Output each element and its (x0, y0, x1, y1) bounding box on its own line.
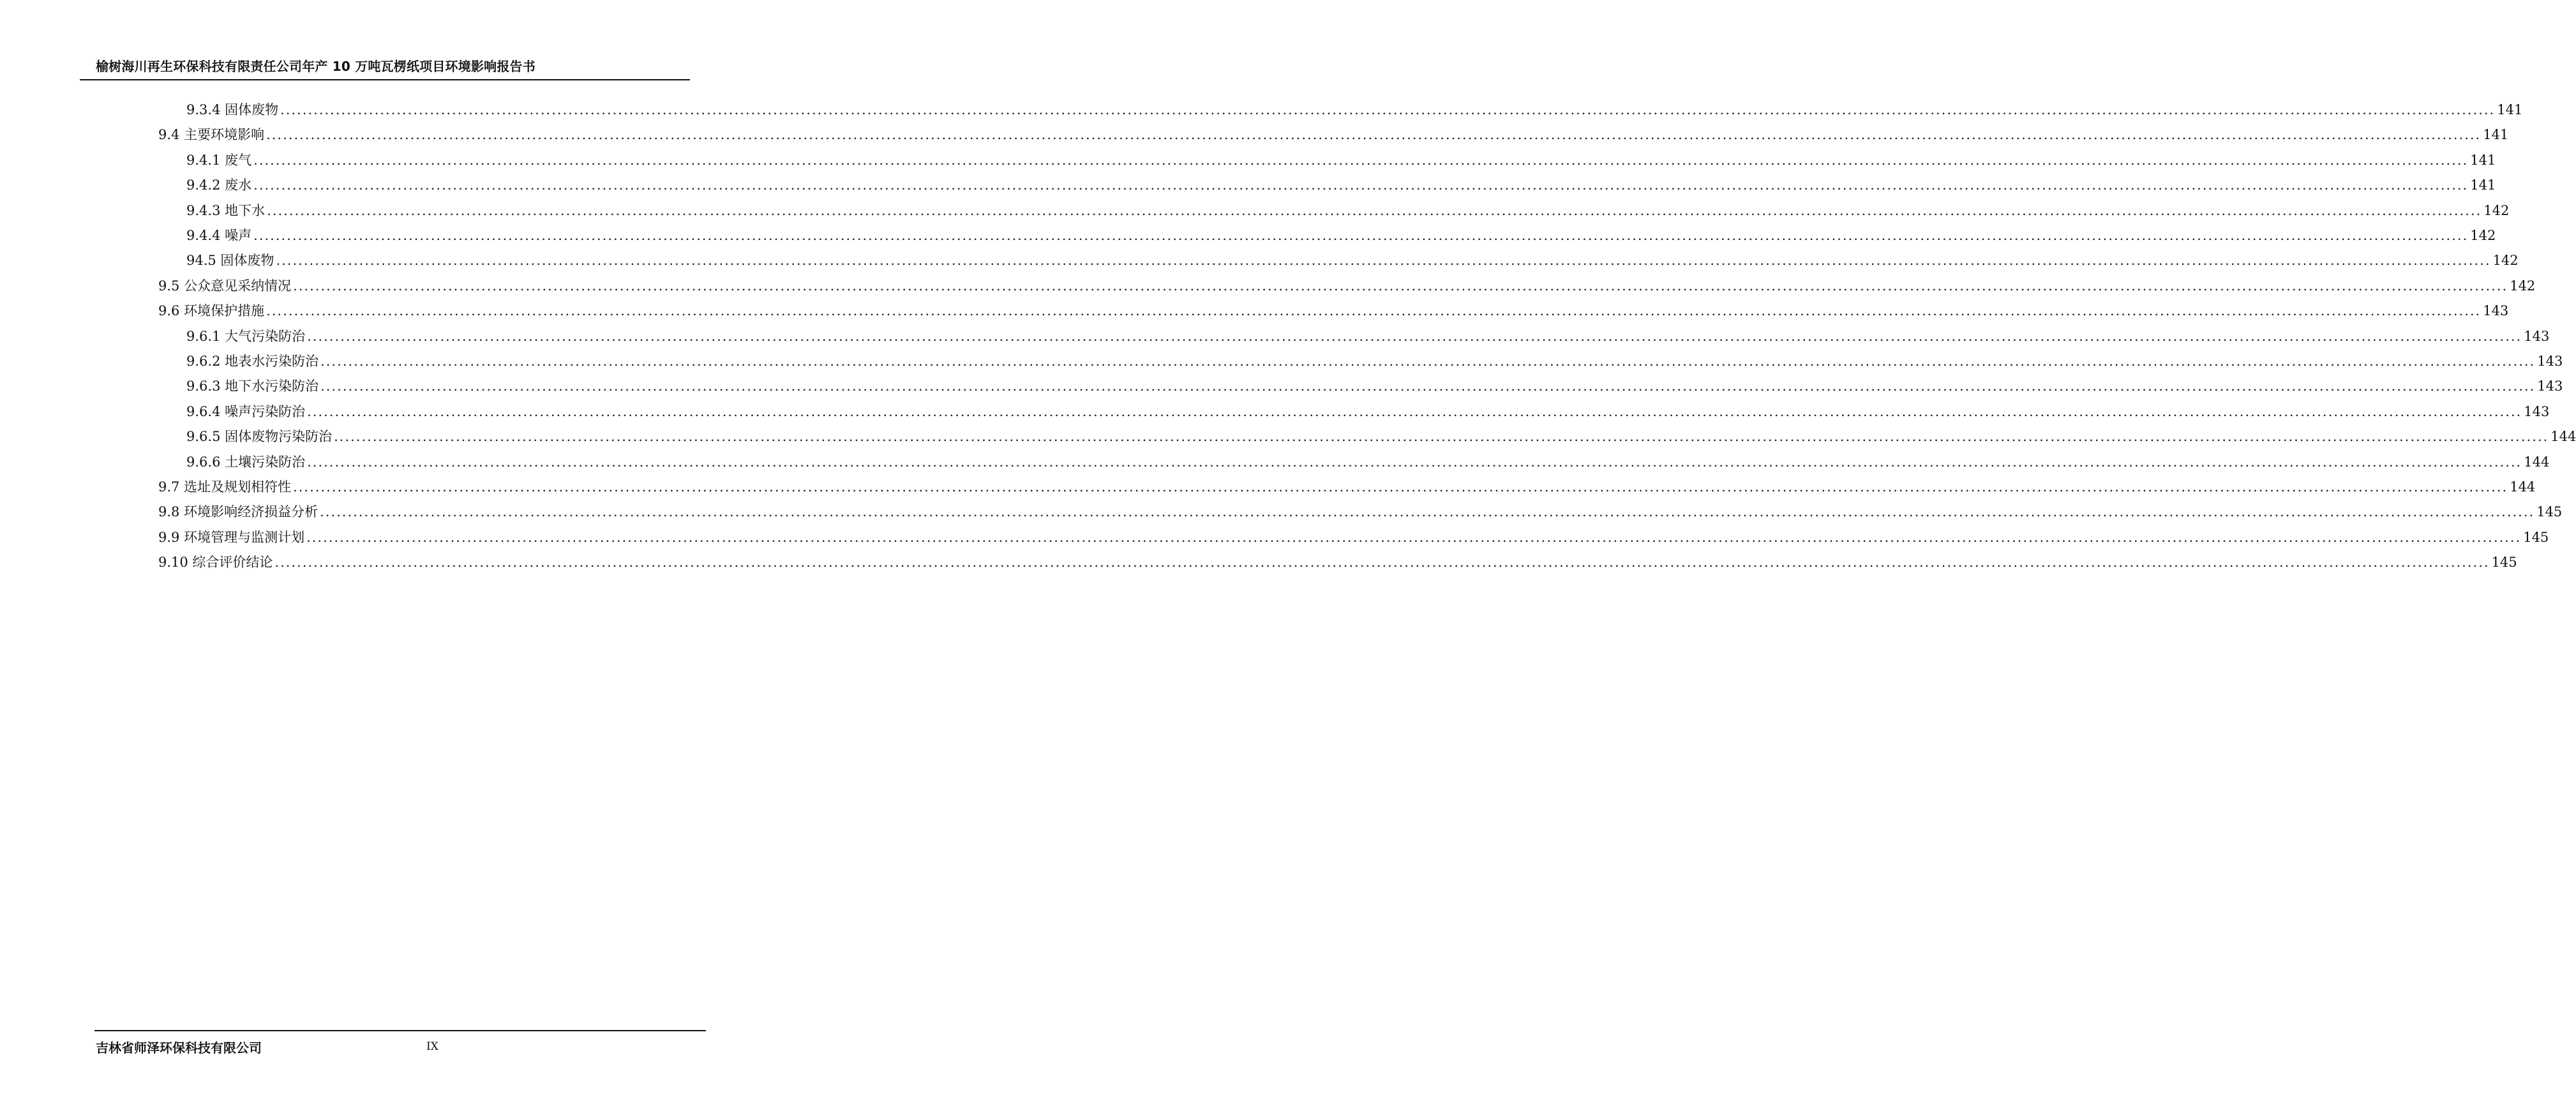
toc-entry-label: 9.10 综合评价结论 (158, 555, 273, 571)
toc-entry-page: 144 (2510, 479, 2536, 495)
toc-dot-leader: ................................................................................................................................................................................................................................................................................................................................................................................................................ (276, 253, 2491, 269)
toc-dot-leader: ................................................................................................................................................................................................................................................................................................................................................................................................................ (274, 555, 2490, 571)
toc-entry-label: 9.9 环境管理与监测计划 (158, 529, 305, 545)
toc-entry[interactable] (186, 97, 2523, 123)
toc-entry[interactable] (158, 474, 2536, 500)
toc-entry-label: 9.6.4 噪声污染防治 (186, 403, 306, 419)
toc-dot-leader: ................................................................................................................................................................................................................................................................................................................................................................................................................ (307, 403, 2522, 419)
toc-dot-leader: ................................................................................................................................................................................................................................................................................................................................................................................................................ (267, 202, 2482, 218)
toc-entry[interactable] (186, 147, 2496, 173)
toc-dot-leader: ................................................................................................................................................................................................................................................................................................................................................................................................................ (266, 127, 2482, 143)
toc-dot-leader: ................................................................................................................................................................................................................................................................................................................................................................................................................ (320, 354, 2536, 369)
toc-entry[interactable] (186, 399, 2550, 424)
toc-entry-label: 9.6.6 土壤污染防治 (186, 454, 306, 470)
footer-divider (94, 1030, 706, 1031)
toc-entry-label: 9.6.3 地下水污染防治 (186, 378, 319, 394)
toc-entry[interactable] (158, 549, 2517, 575)
toc-entry[interactable] (158, 298, 2509, 324)
toc-entry[interactable] (158, 273, 2536, 299)
toc-entry[interactable] (186, 248, 2519, 273)
toc-entry-page: 144 (2550, 429, 2576, 445)
toc-entry-label: 9.6.2 地表水污染防治 (186, 354, 319, 369)
toc-dot-leader: ................................................................................................................................................................................................................................................................................................................................................................................................................ (266, 303, 2482, 319)
toc-entry-label: 9.3.4 固体废物 (186, 102, 279, 117)
toc-entry-label: 9.4.3 地下水 (186, 202, 266, 218)
toc-dot-leader: ................................................................................................................................................................................................................................................................................................................................................................................................................ (320, 378, 2536, 394)
toc-entry-page: 141 (2470, 177, 2496, 193)
toc-dot-leader: ................................................................................................................................................................................................................................................................................................................................................................................................................ (320, 504, 2535, 520)
toc-entry-page: 145 (2536, 504, 2563, 520)
toc-entry-page: 142 (2483, 202, 2510, 218)
toc-entry-label: 9.4.4 噪声 (186, 228, 252, 243)
toc-entry-page: 143 (2483, 303, 2509, 319)
toc-entry-page: 144 (2524, 454, 2550, 470)
toc-entry-label: 94.5 固体废物 (186, 253, 274, 269)
toc-entry-label: 9.6.1 大气污染防治 (186, 328, 306, 344)
toc-entry-label: 9.6 环境保护措施 (158, 303, 265, 319)
toc-entry-page: 142 (2492, 253, 2519, 269)
toc-entry-page: 141 (2470, 152, 2496, 168)
toc-entry-label: 9.8 环境影响经济损益分析 (158, 504, 318, 520)
toc-entry-label: 9.6.5 固体废物污染防治 (186, 429, 333, 445)
toc-entry-label: 9.4 主要环境影响 (158, 127, 265, 143)
toc-entry-page: 141 (2497, 102, 2523, 117)
toc-entry[interactable] (186, 172, 2496, 198)
toc-entry-page: 143 (2524, 403, 2550, 419)
toc-entry[interactable] (186, 449, 2550, 475)
toc-dot-leader: ................................................................................................................................................................................................................................................................................................................................................................................................................ (253, 228, 2469, 243)
toc-dot-leader: ................................................................................................................................................................................................................................................................................................................................................................................................................ (293, 479, 2508, 495)
toc-dot-leader: ................................................................................................................................................................................................................................................................................................................................................................................................................ (307, 454, 2522, 470)
toc-entry[interactable] (158, 525, 2549, 550)
toc-entry[interactable] (186, 324, 2550, 349)
toc-entry-label: 9.5 公众意见采纳情况 (158, 278, 292, 294)
toc-dot-leader: ................................................................................................................................................................................................................................................................................................................................................................................................................ (307, 328, 2522, 344)
toc-entry[interactable] (186, 373, 2563, 399)
toc-entry-page: 141 (2483, 127, 2509, 143)
toc-entry-label: 9.4.2 废水 (186, 177, 252, 193)
toc-entry[interactable] (158, 499, 2563, 525)
footer-company-name: 吉林省师泽环保科技有限公司 (96, 1040, 262, 1056)
toc-entry-page: 142 (2510, 278, 2536, 294)
toc-entry-page: 143 (2537, 378, 2563, 394)
toc-entry[interactable] (186, 424, 2576, 449)
document-header-title: 榆树海川再生环保科技有限责任公司年产 10 万吨瓦楞纸项目环境影响报告书 (96, 59, 535, 74)
toc-entry[interactable] (186, 198, 2510, 223)
toc-entry[interactable] (158, 122, 2509, 147)
toc-dot-leader: ................................................................................................................................................................................................................................................................................................................................................................................................................ (293, 278, 2508, 294)
toc-entry-page: 145 (2491, 555, 2517, 571)
toc-entry[interactable] (186, 223, 2496, 248)
toc-entry-page: 142 (2470, 228, 2496, 243)
toc-entry[interactable] (186, 348, 2563, 374)
toc-dot-leader: ................................................................................................................................................................................................................................................................................................................................................................................................................ (253, 177, 2469, 193)
toc-dot-leader: ................................................................................................................................................................................................................................................................................................................................................................................................................ (306, 529, 2522, 545)
toc-dot-leader: ................................................................................................................................................................................................................................................................................................................................................................................................................ (334, 429, 2549, 445)
toc-entry-page: 145 (2523, 529, 2549, 545)
toc-entry-label: 9.4.1 废气 (186, 152, 252, 168)
header-divider (80, 79, 690, 80)
toc-entry-page: 143 (2537, 354, 2563, 369)
toc-dot-leader: ................................................................................................................................................................................................................................................................................................................................................................................................................ (280, 102, 2496, 117)
toc-entry-page: 143 (2524, 328, 2550, 344)
toc-entry-label: 9.7 选址及规划相符性 (158, 479, 292, 495)
toc-dot-leader: ................................................................................................................................................................................................................................................................................................................................................................................................................ (253, 152, 2469, 168)
footer-page-number: IX (426, 1040, 438, 1053)
